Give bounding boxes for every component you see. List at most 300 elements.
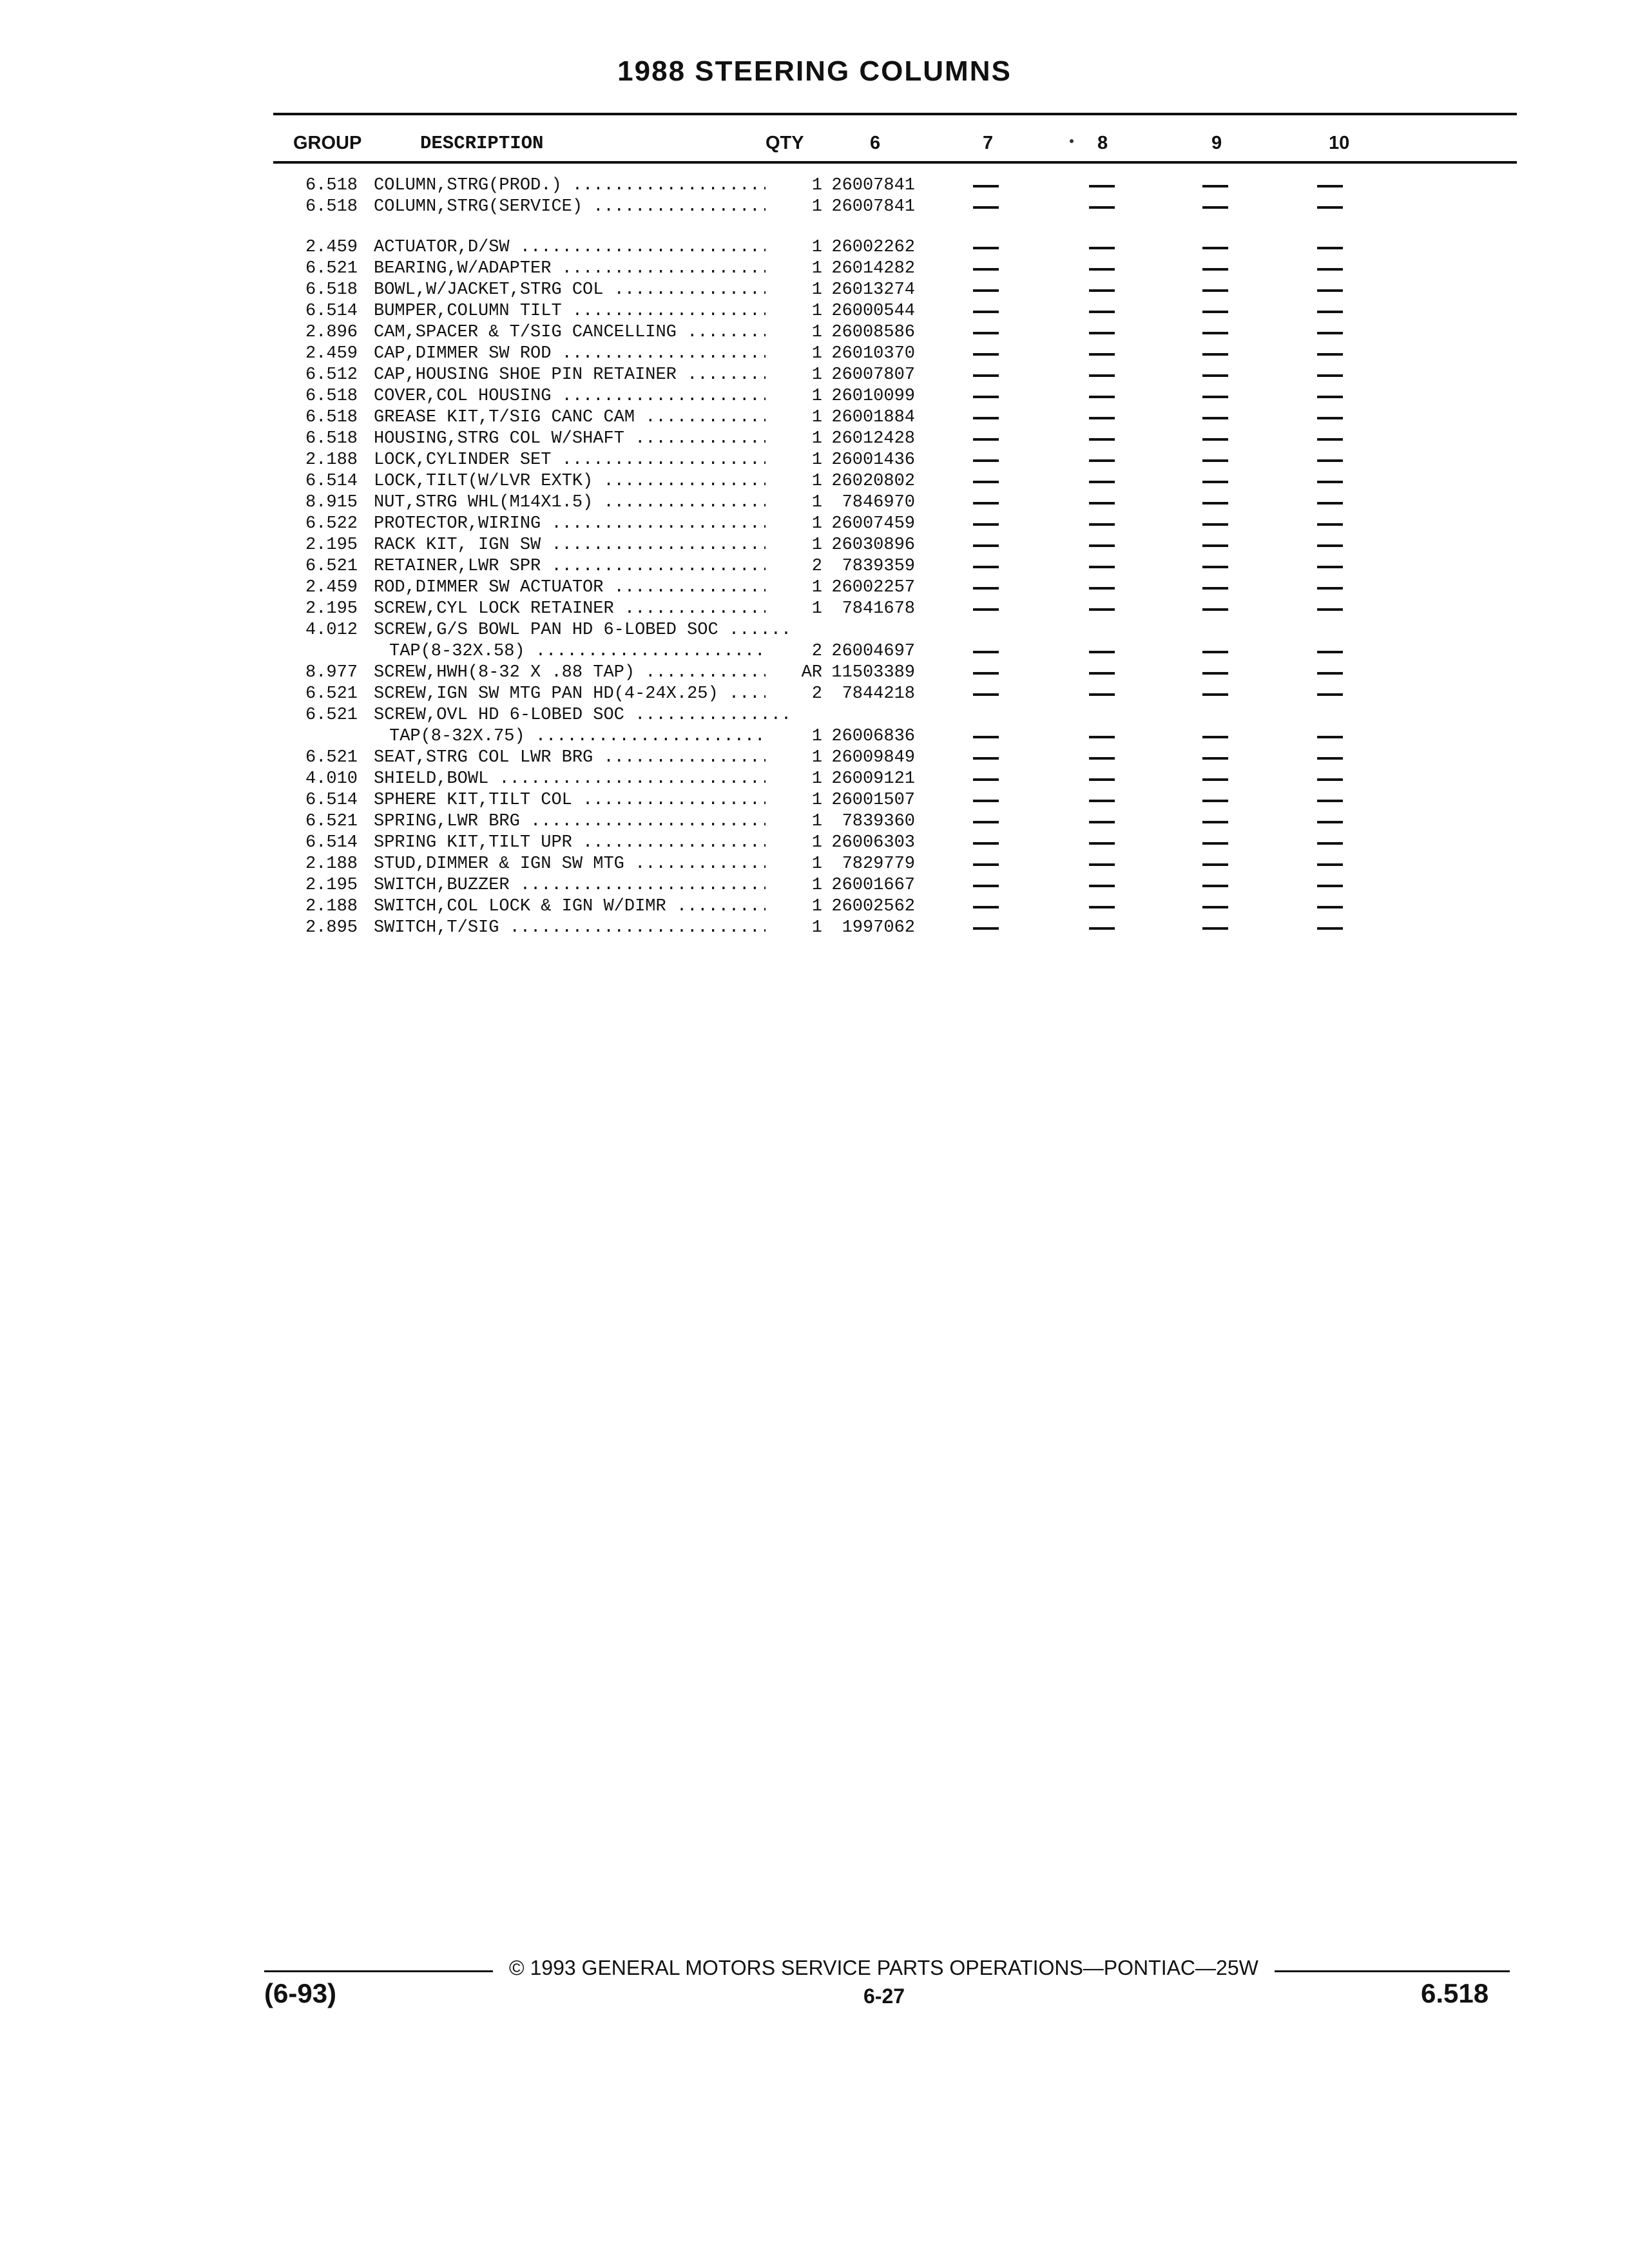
table-row [0,705,1629,726]
same-as-dash-col-9 [1202,863,1228,866]
quantity: 1 [766,811,822,832]
table-row [0,641,1629,662]
table-row [0,535,1629,556]
same-as-dash-col-10 [1317,566,1343,568]
same-as-dash-col-9 [1202,396,1228,398]
quantity: 1 [766,769,822,790]
part-description: BEARING,W/ADAPTER ..... [374,258,793,280]
same-as-dash-col-10 [1317,672,1343,675]
same-as-dash-col-7 [973,906,999,908]
same-as-dash-col-10 [1317,417,1343,419]
same-as-dash-col-9 [1202,289,1228,292]
same-as-dash-col-8 [1089,185,1115,187]
same-as-dash-col-10 [1317,778,1343,781]
same-as-dash-col-10 [1317,523,1343,526]
same-as-dash-col-7 [973,863,999,866]
part-number: 26006836 [831,727,915,746]
same-as-dash-col-8 [1089,417,1115,419]
same-as-dash-col-8 [1089,481,1115,483]
table-row [0,684,1629,705]
group-number: 8.915 [305,493,358,512]
group-number: 2.188 [305,897,358,916]
part-number: 26010370 [831,344,915,363]
same-as-dash-col-8 [1089,332,1115,334]
quantity: AR [766,662,822,684]
same-as-dash-col-7 [973,672,999,675]
part-number: 7846970 [842,493,915,512]
same-as-dash-col-7 [973,757,999,760]
same-as-dash-col-10 [1317,268,1343,271]
part-description: SCREW,G/S BOWL PAN HD 6-LOBED SOC ..... [374,620,793,641]
quantity: 1 [766,280,822,301]
group-number: 6.512 [305,365,358,385]
stray-mark [1070,139,1074,143]
same-as-dash-col-7 [973,311,999,313]
group-number: 2.459 [305,238,358,257]
same-as-dash-col-7 [973,566,999,568]
footer-copyright: © 1993 GENERAL MOTORS SERVICE PARTS OPERATIONS—PONTIAC—25W [509,1956,1258,1979]
part-number: 26001667 [831,876,915,895]
table-row [0,471,1629,492]
part-description: RACK KIT, IGN SW ..... [374,535,793,556]
same-as-dash-col-10 [1317,608,1343,611]
table-row [0,258,1629,280]
quantity: 1 [766,322,822,343]
same-as-dash-col-7 [973,374,999,377]
part-description: LOCK,TILT(W/LVR EXTK) ..... [374,471,793,492]
same-as-dash-col-7 [973,289,999,292]
table-row [0,365,1629,386]
same-as-dash-col-8 [1089,311,1115,313]
same-as-dash-col-7 [973,587,999,590]
quantity: 1 [766,258,822,280]
quantity: 1 [766,514,822,535]
part-description: SCREW,IGN SW MTG PAN HD(4-24X.25) ..... [374,684,793,705]
quantity: 1 [766,535,822,556]
same-as-dash-col-9 [1202,566,1228,568]
same-as-dash-col-7 [973,185,999,187]
table-row [0,620,1629,641]
table-row [0,747,1629,769]
quantity: 1 [766,407,822,428]
same-as-dash-col-10 [1317,693,1343,696]
part-number: 7839360 [842,812,915,831]
same-as-dash-col-7 [973,885,999,887]
table-row [0,662,1629,684]
quantity: 1 [766,747,822,769]
quantity: 1 [766,197,822,218]
group-number: 6.518 [305,176,358,195]
column-header-description: DESCRIPTION [420,133,544,154]
column-header-10: 10 [1329,133,1350,153]
part-number: 26007841 [831,197,915,216]
part-description: SWITCH,BUZZER ..... [374,875,793,896]
column-header-qty: QTY [766,133,804,153]
same-as-dash-col-8 [1089,268,1115,271]
same-as-dash-col-8 [1089,757,1115,760]
part-description: SPRING KIT,TILT UPR ..... [374,832,793,854]
table-row [0,514,1629,535]
table-row [0,197,1629,218]
same-as-dash-col-8 [1089,778,1115,781]
quantity: 1 [766,365,822,386]
table-row [0,237,1629,258]
same-as-dash-col-9 [1202,438,1228,441]
part-description: HOUSING,STRG COL W/SHAFT ..... [374,428,793,450]
same-as-dash-col-10 [1317,438,1343,441]
same-as-dash-col-9 [1202,587,1228,590]
same-as-dash-col-8 [1089,842,1115,845]
footer-rule-left [264,1970,493,1972]
same-as-dash-col-8 [1089,566,1115,568]
part-number: 26001436 [831,450,915,470]
same-as-dash-col-8 [1089,502,1115,505]
same-as-dash-col-9 [1202,332,1228,334]
same-as-dash-col-8 [1089,863,1115,866]
same-as-dash-col-9 [1202,778,1228,781]
same-as-dash-col-7 [973,438,999,441]
group-number: 6.521 [305,748,358,767]
same-as-dash-col-8 [1089,736,1115,738]
parts-table [0,175,1629,939]
group-number: 6.521 [305,684,358,704]
column-header-group: GROUP [293,133,362,153]
column-header-6: 6 [870,133,881,153]
table-row [0,832,1629,854]
same-as-dash-col-10 [1317,544,1343,547]
quantity: 1 [766,577,822,599]
same-as-dash-col-10 [1317,396,1343,398]
part-description: COLUMN,STRG(PROD.) ..... [374,175,793,197]
group-number: 6.514 [305,833,358,852]
same-as-dash-col-7 [973,651,999,653]
part-number: 7841678 [842,599,915,619]
part-number: 11503389 [831,663,915,682]
part-number: 26010099 [831,387,915,406]
footer-page-number: 6-27 [863,1984,905,2008]
same-as-dash-col-8 [1089,608,1115,611]
group-number: 6.514 [305,302,358,321]
group-number: 6.521 [305,557,358,576]
same-as-dash-col-7 [973,206,999,209]
group-number: 6.521 [305,259,358,278]
table-row [0,407,1629,428]
same-as-dash-col-8 [1089,353,1115,356]
same-as-dash-col-8 [1089,885,1115,887]
quantity: 1 [766,896,822,918]
quantity: 1 [766,471,822,492]
group-number: 2.188 [305,854,358,874]
same-as-dash-col-7 [973,459,999,462]
quantity: 1 [766,726,822,747]
part-description: SEAT,STRG COL LWR BRG ..... [374,747,793,769]
part-description: SCREW,HWH(8-32 X .88 TAP) ..... [374,662,793,684]
group-number: 6.514 [305,791,358,810]
same-as-dash-col-10 [1317,821,1343,823]
same-as-dash-col-7 [973,544,999,547]
part-description: PROTECTOR,WIRING ..... [374,514,793,535]
same-as-dash-col-9 [1202,544,1228,547]
quantity: 1 [766,175,822,197]
footer-section-number: 6.518 [1421,1978,1489,2008]
part-number: 26004697 [831,642,915,661]
part-description: SPHERE KIT,TILT COL ..... [374,790,793,811]
table-row [0,322,1629,343]
same-as-dash-col-9 [1202,842,1228,845]
same-as-dash-col-10 [1317,736,1343,738]
part-number: 26008586 [831,323,915,342]
table-row [0,854,1629,875]
table-row [0,918,1629,939]
part-description: RETAINER,LWR SPR ..... [374,556,793,577]
quantity: 1 [766,343,822,365]
table-row [0,301,1629,322]
table-row [0,343,1629,365]
same-as-dash-col-9 [1202,800,1228,802]
same-as-dash-col-9 [1202,757,1228,760]
same-as-dash-col-8 [1089,247,1115,249]
same-as-dash-col-9 [1202,885,1228,887]
part-description: LOCK,CYLINDER SET ..... [374,450,793,471]
part-number: 26013274 [831,280,915,300]
group-number: 8.977 [305,663,358,682]
column-header-9: 9 [1211,133,1222,153]
same-as-dash-col-7 [973,523,999,526]
same-as-dash-col-8 [1089,693,1115,696]
group-number: 2.188 [305,450,358,470]
header-top-rule [273,113,1517,115]
quantity: 1 [766,237,822,258]
part-description: BOWL,W/JACKET,STRG COL ..... [374,280,793,301]
header-bottom-rule [273,161,1517,164]
table-row [0,428,1629,450]
same-as-dash-col-7 [973,821,999,823]
same-as-dash-col-7 [973,332,999,334]
table-row [0,896,1629,918]
group-number: 6.521 [305,812,358,831]
same-as-dash-col-9 [1202,502,1228,505]
part-description: COVER,COL HOUSING ..... [374,386,793,407]
quantity: 2 [766,684,822,705]
same-as-dash-col-7 [973,608,999,611]
same-as-dash-col-7 [973,502,999,505]
same-as-dash-col-8 [1089,906,1115,908]
table-row [0,492,1629,514]
group-number: 6.518 [305,387,358,406]
group-number: 4.012 [305,620,358,640]
same-as-dash-col-9 [1202,672,1228,675]
table-row [0,769,1629,790]
same-as-dash-col-8 [1089,289,1115,292]
same-as-dash-col-9 [1202,523,1228,526]
same-as-dash-col-10 [1317,587,1343,590]
group-number: 6.518 [305,408,358,427]
same-as-dash-col-9 [1202,185,1228,187]
part-number: 26014282 [831,259,915,278]
part-description: SCREW,CYL LOCK RETAINER ..... [374,599,793,620]
table-row [0,875,1629,896]
same-as-dash-col-9 [1202,206,1228,209]
same-as-dash-col-10 [1317,885,1343,887]
same-as-dash-col-8 [1089,672,1115,675]
same-as-dash-col-8 [1089,544,1115,547]
same-as-dash-col-9 [1202,906,1228,908]
same-as-dash-col-9 [1202,821,1228,823]
same-as-dash-col-9 [1202,927,1228,930]
quantity: 1 [766,428,822,450]
same-as-dash-col-8 [1089,459,1115,462]
part-description: SCREW,OVL HD 6-LOBED SOC ..... [374,705,793,726]
same-as-dash-col-9 [1202,268,1228,271]
part-number: 7844218 [842,684,915,704]
same-as-dash-col-10 [1317,651,1343,653]
group-number: 2.896 [305,323,358,342]
quantity: 1 [766,450,822,471]
group-number: 6.514 [305,472,358,491]
same-as-dash-col-10 [1317,842,1343,845]
table-row [0,726,1629,747]
same-as-dash-col-8 [1089,396,1115,398]
same-as-dash-col-7 [973,481,999,483]
quantity: 1 [766,599,822,620]
part-number: 26006303 [831,833,915,852]
part-description: SWITCH,T/SIG ..... [374,918,793,939]
part-description: SHIELD,BOWL ..... [374,769,793,790]
group-number: 2.459 [305,578,358,597]
same-as-dash-col-7 [973,268,999,271]
part-number: 7829779 [842,854,915,874]
same-as-dash-col-9 [1202,374,1228,377]
same-as-dash-col-8 [1089,374,1115,377]
same-as-dash-col-9 [1202,247,1228,249]
part-description: CAM,SPACER & T/SIG CANCELLING ..... [374,322,793,343]
same-as-dash-col-10 [1317,481,1343,483]
group-number: 2.195 [305,876,358,895]
same-as-dash-col-8 [1089,927,1115,930]
table-row [0,556,1629,577]
group-number: 6.518 [305,197,358,216]
same-as-dash-col-9 [1202,417,1228,419]
quantity: 1 [766,875,822,896]
footer-date-code: (6-93) [264,1978,337,2008]
footer-rule-right [1275,1970,1510,1972]
same-as-dash-col-9 [1202,608,1228,611]
part-number: 26007841 [831,176,915,195]
group-number: 6.518 [305,429,358,448]
part-number: 26000544 [831,302,915,321]
group-number: 2.195 [305,599,358,619]
same-as-dash-col-8 [1089,206,1115,209]
quantity: 1 [766,790,822,811]
same-as-dash-col-7 [973,800,999,802]
group-number: 6.522 [305,514,358,533]
quantity: 2 [766,641,822,662]
quantity: 1 [766,386,822,407]
part-description: ACTUATOR,D/SW ..... [374,237,793,258]
same-as-dash-col-10 [1317,927,1343,930]
column-header-7: 7 [983,133,994,153]
same-as-dash-col-10 [1317,332,1343,334]
part-number: 26007459 [831,514,915,533]
same-as-dash-col-10 [1317,757,1343,760]
part-number: 26012428 [831,429,915,448]
group-number: 2.195 [305,535,358,555]
table-row [0,811,1629,832]
same-as-dash-col-10 [1317,206,1343,209]
part-number: 26007807 [831,365,915,385]
same-as-dash-col-7 [973,842,999,845]
same-as-dash-col-10 [1317,374,1343,377]
same-as-dash-col-10 [1317,906,1343,908]
quantity: 2 [766,556,822,577]
part-description: ROD,DIMMER SW ACTUATOR ..... [374,577,793,599]
same-as-dash-col-8 [1089,821,1115,823]
column-header-8: 8 [1097,133,1108,153]
group-number: 2.895 [305,918,358,937]
page-title: 1988 STEERING COLUMNS [617,55,1012,87]
same-as-dash-col-7 [973,736,999,738]
part-number: 26020802 [831,472,915,491]
same-as-dash-col-10 [1317,863,1343,866]
part-description: COLUMN,STRG(SERVICE) ..... [374,197,793,218]
group-number: 6.518 [305,280,358,300]
same-as-dash-col-9 [1202,353,1228,356]
same-as-dash-col-8 [1089,651,1115,653]
table-row [0,577,1629,599]
part-description: CAP,HOUSING SHOE PIN RETAINER ..... [374,365,793,386]
part-description: STUD,DIMMER & IGN SW MTG ..... [374,854,793,875]
table-row [0,280,1629,301]
quantity: 1 [766,301,822,322]
same-as-dash-col-7 [973,693,999,696]
same-as-dash-col-7 [973,396,999,398]
group-number: 2.459 [305,344,358,363]
part-number: 26002262 [831,238,915,257]
same-as-dash-col-9 [1202,693,1228,696]
same-as-dash-col-10 [1317,459,1343,462]
part-description: SWITCH,COL LOCK & IGN W/DIMR ..... [374,896,793,918]
part-number: 7839359 [842,557,915,576]
same-as-dash-col-9 [1202,311,1228,313]
same-as-dash-col-9 [1202,459,1228,462]
table-row [0,599,1629,620]
same-as-dash-col-10 [1317,800,1343,802]
same-as-dash-col-7 [973,778,999,781]
part-number: 26001884 [831,408,915,427]
quantity: 1 [766,492,822,514]
group-number: 4.010 [305,769,358,789]
same-as-dash-col-10 [1317,311,1343,313]
same-as-dash-col-9 [1202,736,1228,738]
part-number: 26030896 [831,535,915,555]
quantity: 1 [766,854,822,875]
quantity: 1 [766,918,822,939]
same-as-dash-col-9 [1202,481,1228,483]
same-as-dash-col-7 [973,353,999,356]
part-description: BUMPER,COLUMN TILT ..... [374,301,793,322]
part-number: 1997062 [842,918,915,937]
same-as-dash-col-10 [1317,289,1343,292]
part-description: NUT,STRG WHL(M14X1.5) ..... [374,492,793,514]
same-as-dash-col-8 [1089,587,1115,590]
same-as-dash-col-7 [973,927,999,930]
part-description: GREASE KIT,T/SIG CANC CAM ..... [374,407,793,428]
part-number: 26009121 [831,769,915,789]
same-as-dash-col-8 [1089,438,1115,441]
group-number: 6.521 [305,706,358,725]
quantity: 1 [766,832,822,854]
same-as-dash-col-7 [973,247,999,249]
